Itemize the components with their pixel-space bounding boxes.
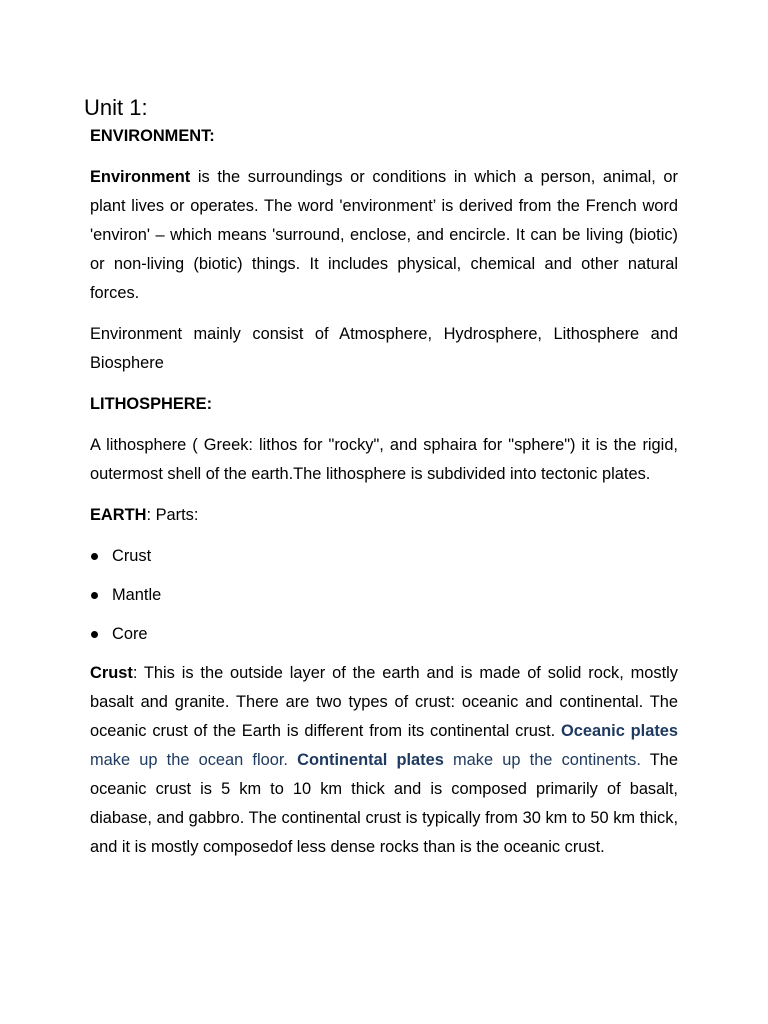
earth-parts-suffix: : Parts:: [146, 506, 199, 524]
environment-components: Environment mainly consist of Atmosphere, Hydrosphere, Lithosphere and Biosphere: [90, 325, 678, 372]
continental-plates-term: Continental plates: [297, 751, 444, 769]
environment-term: Environment: [90, 168, 191, 186]
unit-title: Unit 1:: [84, 95, 148, 120]
crust-text-3: make up the continents.: [443, 751, 641, 769]
list-item-label: Core: [112, 625, 148, 643]
crust-text-4: The oceanic crust is 5 km to 10 km thick and is composed primarily of basalt, diabase, and gabbro. The continental crust is typically from 30 km to 50 km thick, and it is mostly composedof less dense rocks than is the oceanic crust.: [90, 751, 678, 856]
crust-term: Crust: [90, 664, 133, 682]
bullet-icon: [91, 553, 98, 560]
crust-description: [90, 659, 678, 862]
bullet-icon: [91, 592, 98, 599]
earth-parts-list: [90, 542, 678, 649]
document-body: [90, 122, 678, 862]
list-item-label: Mantle: [112, 586, 162, 604]
lithosphere-definition: A lithosphere ( Greek: lithos for "rocky", and sphaira for "sphere") it is the rigid, outermost shell of the earth.The lithosphere is subdivided into tectonic plates.: [90, 436, 678, 483]
list-item: [90, 581, 678, 610]
bullet-icon: [91, 631, 98, 638]
oceanic-plates-term: Oceanic plates: [561, 722, 679, 740]
list-item-label: Crust: [112, 547, 152, 565]
environment-definition: [90, 163, 678, 308]
environment-heading: ENVIRONMENT:: [90, 127, 215, 145]
environment-definition-text: is the surroundings or conditions in which a person, animal, or plant lives or operates. The word 'environment’ is derived from the French word 'environ' – which means 'surround, enclose, and encircle. It can be living (biotic) or non-living (biotic) things. It includes physical, chemical and other natural forces.: [90, 168, 678, 302]
list-item: [90, 620, 678, 649]
list-item: [90, 542, 678, 571]
lithosphere-heading: LITHOSPHERE:: [90, 395, 213, 413]
crust-text-1: : This is the outside layer of the earth and is made of solid rock, mostly basalt and granite. There are two types of crust: oceanic and continental. The oceanic crust of the Earth is different from its continental crust.: [90, 664, 678, 740]
crust-text-2: make up the ocean floor.: [90, 751, 298, 769]
earth-term: EARTH: [90, 506, 147, 524]
earth-parts-label: [90, 501, 678, 530]
